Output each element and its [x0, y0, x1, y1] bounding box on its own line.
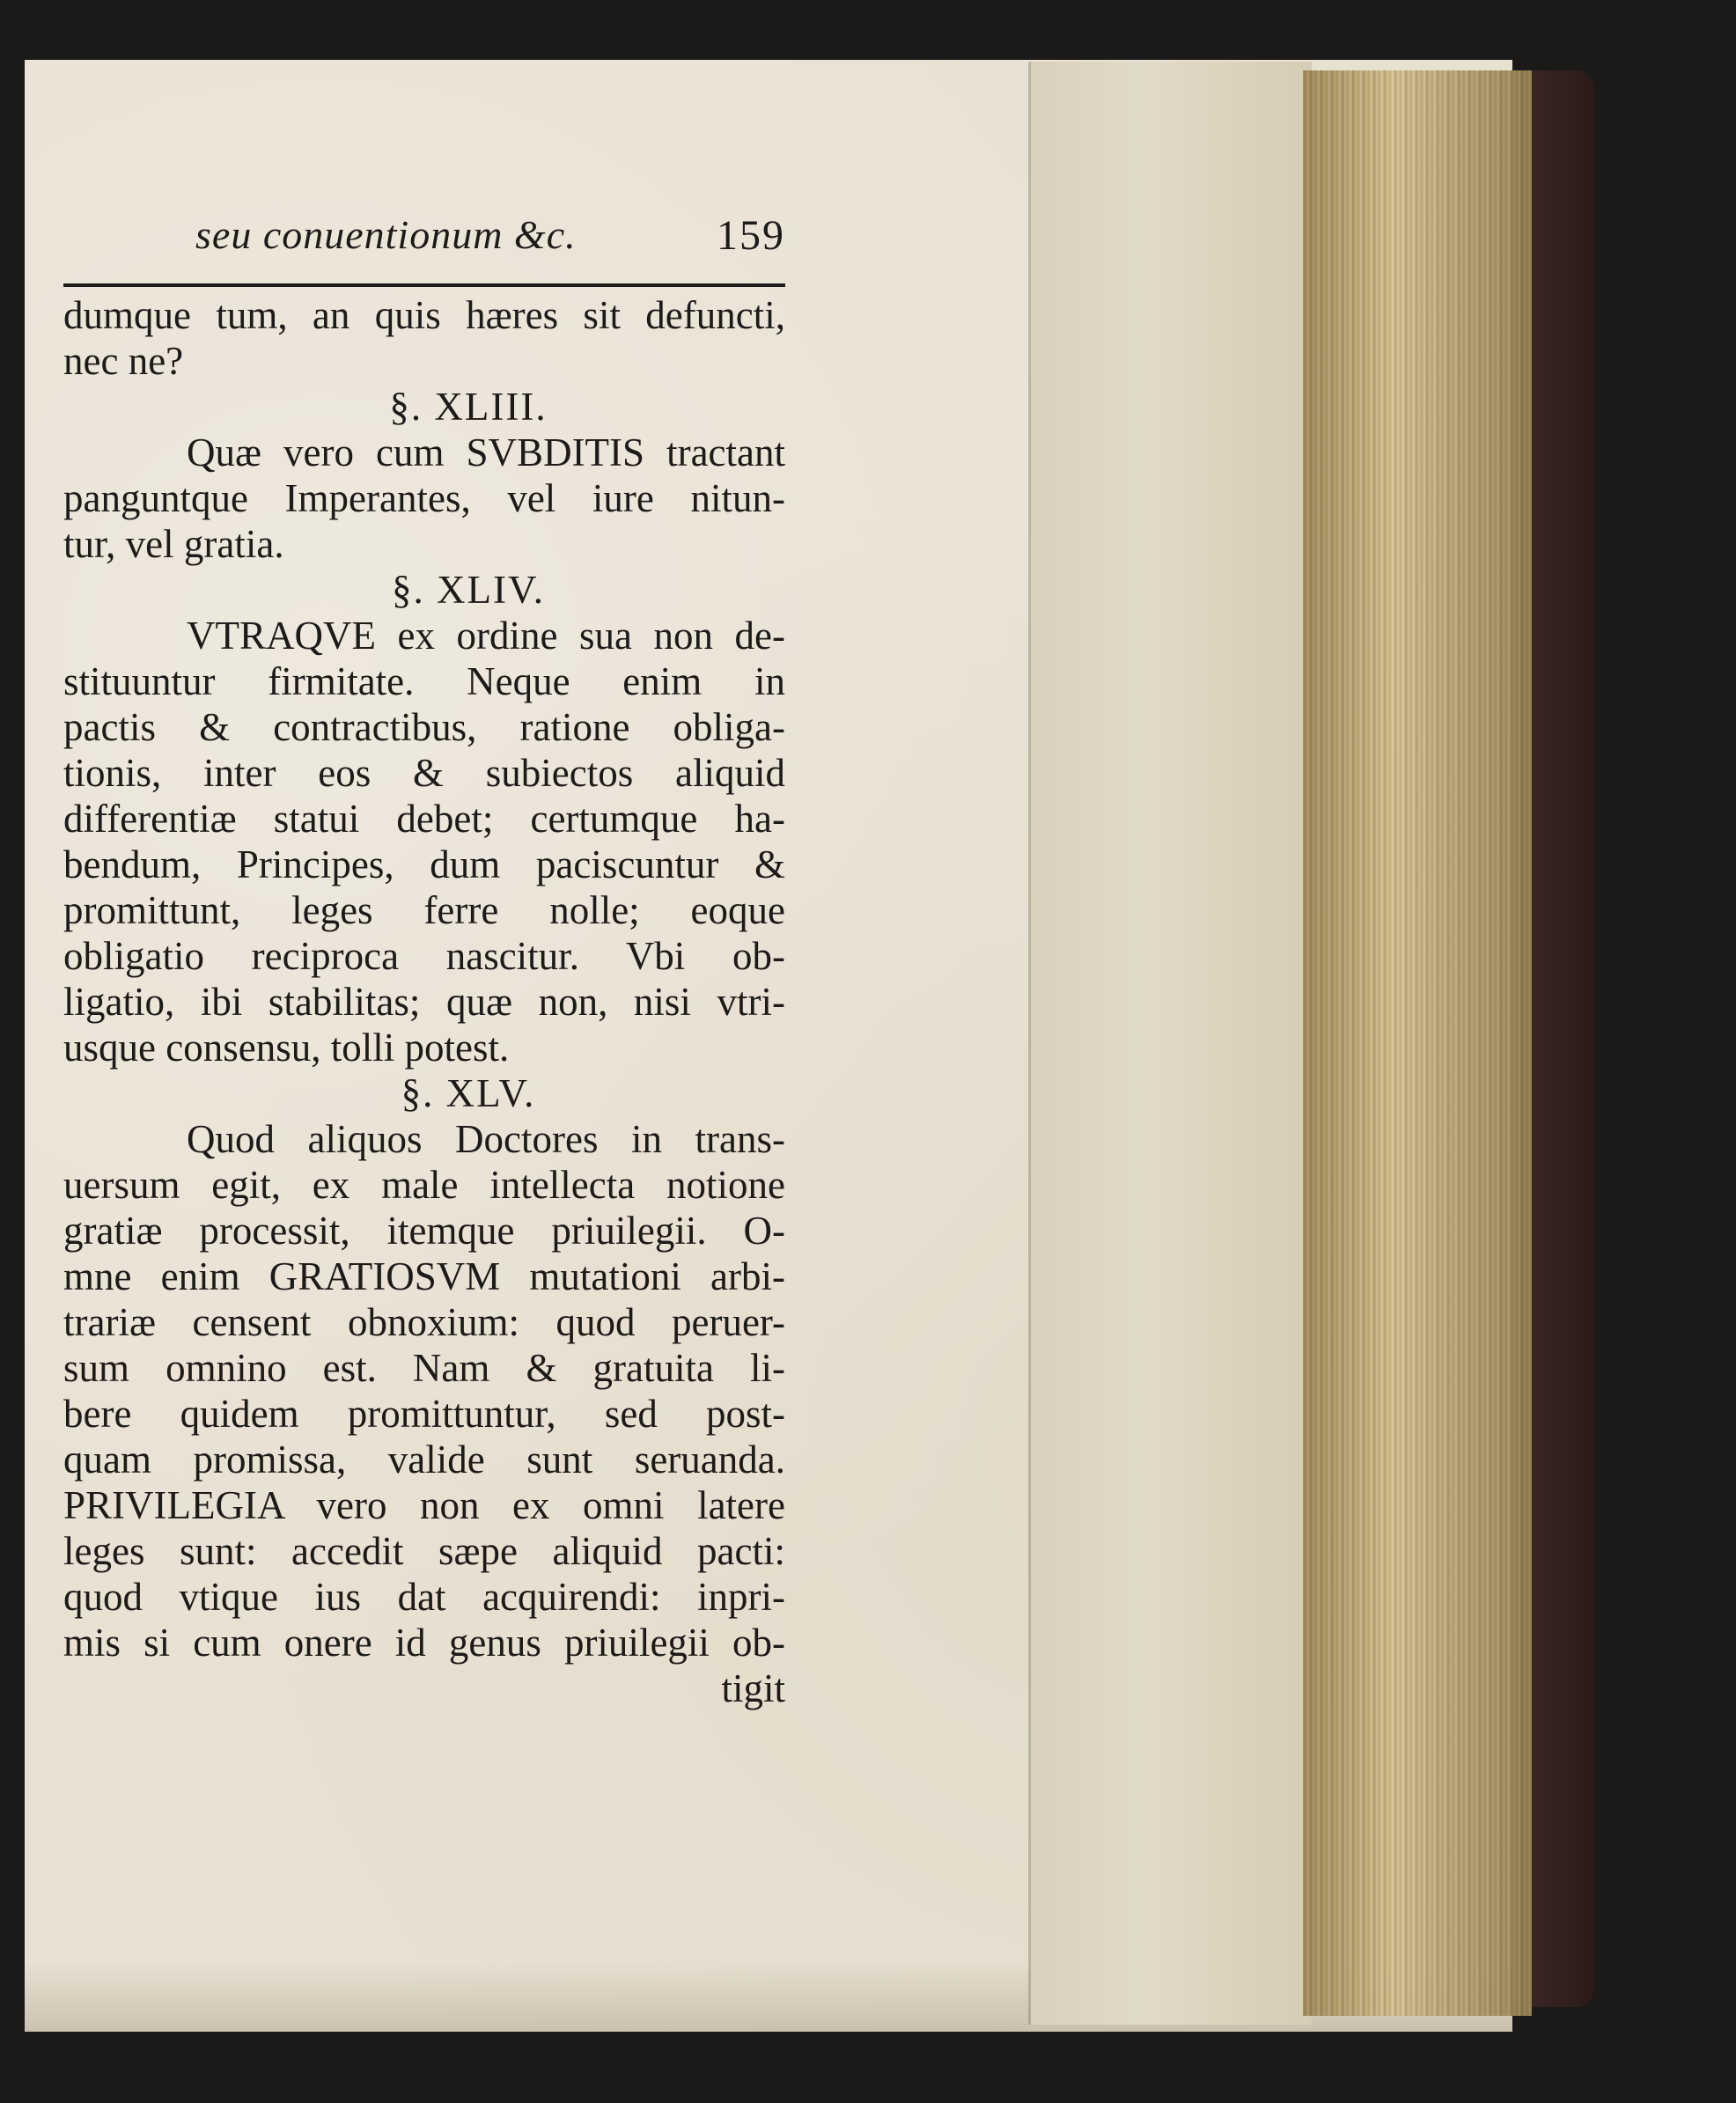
- text-line: leges sunt: accedit sæpe aliquid pacti:: [63, 1529, 785, 1573]
- text-line: uersum egit, ex male intellecta notione: [63, 1163, 785, 1207]
- text-line: tionis, inter eos & subiectos aliquid: [63, 751, 785, 795]
- text-line: promittunt, leges ferre nolle; eoque: [63, 888, 785, 932]
- text-line: bendum, Principes, dum paciscuntur &: [63, 842, 785, 886]
- text-line: VTRAQVE ex ordine sua non de-: [187, 614, 785, 658]
- text-line: mne enim GRATIOSVM mutationi arbi-: [63, 1254, 785, 1298]
- text-line: differentiæ statui debet; certumque ha-: [63, 797, 785, 841]
- text-line: quam promissa, valide sunt seruanda.: [63, 1438, 785, 1482]
- section-heading: §. XLIV.: [392, 568, 545, 612]
- section-heading: §. XLIII.: [389, 385, 548, 429]
- text-line: tur, vel gratia.: [63, 522, 284, 566]
- text-block: [63, 211, 785, 1711]
- page-number: 159: [717, 212, 785, 259]
- text-line: ligatio, ibi stabilitas; quæ non, nisi vtri-: [63, 980, 785, 1024]
- text-line: tigit: [721, 1666, 785, 1710]
- text-line: stituuntur firmitate. Neque enim in: [63, 659, 785, 703]
- page-fold-line: [1028, 62, 1031, 2025]
- text-line: sum omnino est. Nam & gratuita li-: [63, 1346, 785, 1390]
- text-line: dumque tum, an quis hæres sit defuncti,: [63, 293, 785, 337]
- text-line: nec ne?: [63, 339, 184, 383]
- text-line: PRIVILEGIA vero non ex omni latere: [63, 1483, 785, 1527]
- text-line: bere quidem promittuntur, sed post-: [63, 1392, 785, 1436]
- running-title: seu conuentionum &c.: [195, 212, 577, 257]
- text-line: usque consensu, tolli potest.: [63, 1026, 510, 1070]
- text-line: panguntque Imperantes, vel iure nitun-: [63, 476, 785, 520]
- text-line: trariæ censent obnoxium: quod peruer-: [63, 1300, 785, 1344]
- section-heading: §. XLV.: [401, 1071, 536, 1115]
- text-line: gratiæ processit, itemque priuilegii. O-: [63, 1209, 785, 1253]
- text-line: mis si cum onere id genus priuilegii ob-: [63, 1621, 785, 1665]
- page-fore-edge: [1303, 70, 1532, 2016]
- text-line: pactis & contractibus, ratione obliga-: [63, 705, 785, 749]
- running-head: [63, 211, 785, 271]
- text-line: quod vtique ius dat acquirendi: inpri-: [63, 1575, 785, 1619]
- facing-page-edge: [1030, 62, 1312, 2025]
- text-line: Quæ vero cum SVBDITIS tractant: [187, 430, 785, 474]
- header-rule: [63, 283, 785, 287]
- text-line: obligatio reciproca nascitur. Vbi ob-: [63, 934, 785, 978]
- text-line: Quod aliquos Doctores in trans-: [187, 1117, 785, 1161]
- body-text: [63, 292, 785, 1711]
